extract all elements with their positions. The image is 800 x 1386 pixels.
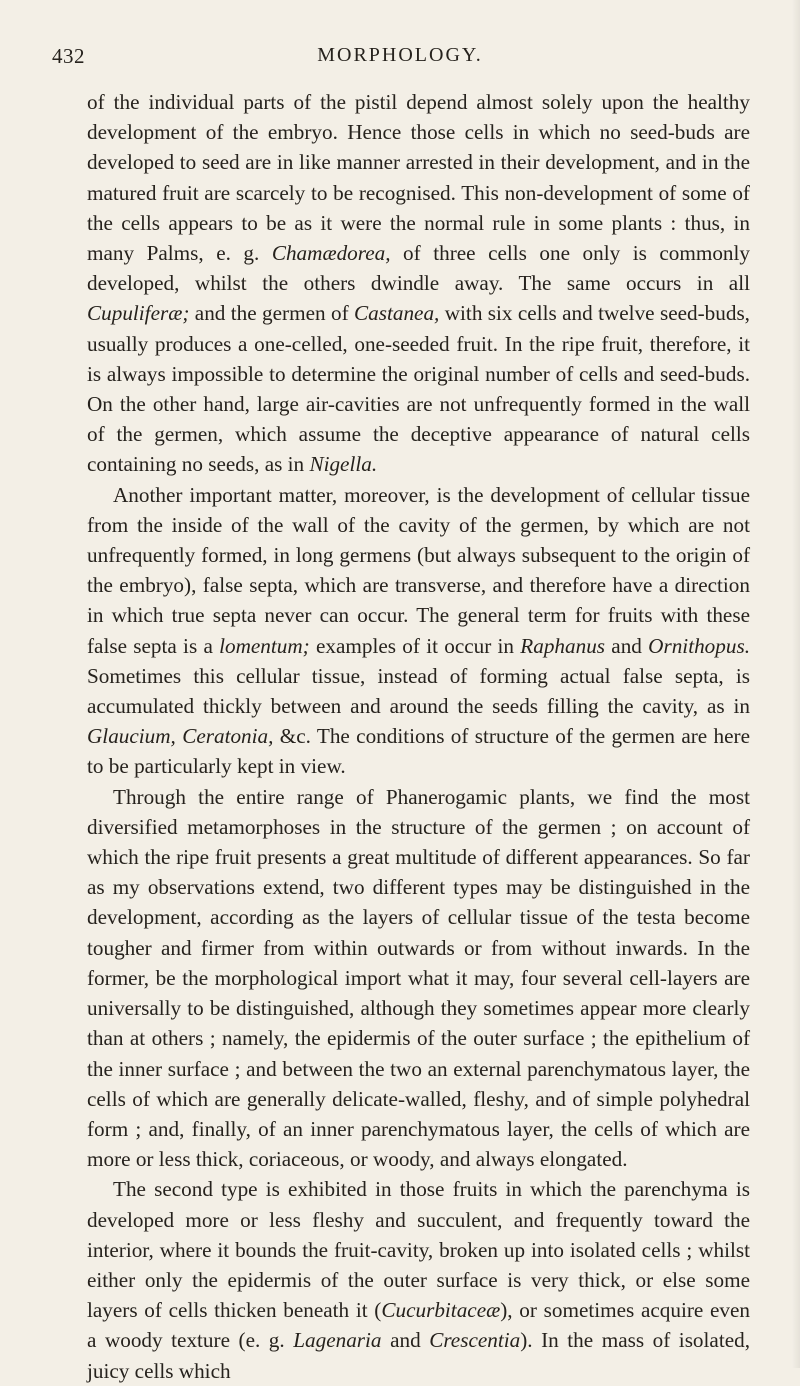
- text-run: of the individual parts of the pistil depend almost solely upon the healthy development of the embryo. Hence those cells in which no seed-buds are developed to seed are in like manner arrested in their development, and in the matured fruit are scarcely to be recognised. This non-development of some of the cells appears to be as it were the normal rule in some plants : thus, in many Palms, e. g.: [87, 90, 750, 266]
- italic-term: Ornithopus.: [648, 633, 751, 658]
- italic-term: Raphanus: [520, 633, 606, 658]
- text-run: and: [381, 1328, 430, 1353]
- text-run: ), or sometimes acquire even a woody texture (e. g.: [87, 1298, 751, 1353]
- text-run: examples of it occur in: [309, 633, 521, 658]
- italic-term: Glaucium, Ceratonia,: [87, 724, 274, 749]
- italic-term: Lagenaria: [293, 1328, 382, 1353]
- text-run: and the germen of: [189, 301, 355, 326]
- paragraph-3: [87, 782, 750, 1175]
- text-run: Through the entire range of Phanerogamic plants, we find the most diversified metamorphoses in the structure of the germen ; on account of which the ripe fruit presents a great multitude of different appearances. So far as my observations extend, two different types may be distinguished in the development, according as the layers of cellular tissue of the testa become tougher and firmer from within outwards or from without inwards. In the former, be the morphological import what it may, four several cell-layers are universally to be distinguished, although they sometimes appear more clearly than at others ; namely, the epidermis of the outer surface ; the epithelium of the inner surface ; and between the two an external parenchymatous layer, the cells of which are generally delicate-walled, fleshy, and of simple polyhedral form ; and, finally, of an inner parenchymatous layer, the cells of which are more or less thick, coriaceous, or woody, and always elongated.: [87, 784, 750, 1172]
- running-title: MORPHOLOGY.: [317, 44, 483, 66]
- text-run: Sometimes this cellular tissue, instead of forming actual false septa, is accumulated thickly between and around the seeds filling the cavity, as in: [87, 663, 750, 719]
- italic-term: Crescentia: [429, 1328, 521, 1353]
- text-run: of three cells one only is commonly developed, whilst the others dwindle away. The same occurs in all: [87, 241, 750, 296]
- italic-term: Nigella.: [309, 452, 378, 477]
- running-head: [52, 44, 748, 72]
- paragraph-4: [87, 1174, 750, 1385]
- text-run: with six cells and twelve seed-buds, usually produces a one-celled, one-seeded fruit. In the ripe fruit, therefore, it is always impossible to determine the original number of cells and seed-buds. On the other hand, large air-cavities are not unfrequently formed in the wall of the germen, which assume the deceptive appearance of natural cells containing no seeds, as in: [87, 301, 750, 477]
- body-text: [87, 87, 750, 1386]
- italic-term: Castanea,: [354, 301, 440, 326]
- text-run: &c. The conditions of structure of the germen are here to be particularly kept in view.: [87, 724, 750, 779]
- paragraph-2: [87, 480, 750, 782]
- paragraph-1: [87, 87, 750, 480]
- text-run: and: [605, 633, 649, 658]
- italic-term: lomentum;: [219, 633, 310, 658]
- text-run: ). In the mass of isolated, juicy cells which: [87, 1328, 751, 1383]
- text-run: Another important matter, moreover, is the development of cellular tissue from the inside of the wall of the cavity of the germen, by which are not unfrequently formed, in long germens (but always subsequent to the origin of the embryo), false septa, which are transverse, and therefore have a direction in which true septa never can occur. The general term for fruits with these false septa is a: [87, 482, 750, 658]
- page-edge-shadow: [792, 0, 800, 1368]
- italic-term: Cucurbitaceæ: [381, 1298, 501, 1323]
- page-number: 432: [52, 44, 85, 68]
- text-run: The second type is exhibited in those fruits in which the parenchyma is developed more or less fleshy and succulent, and frequently toward the interior, where it bounds the fruit-cavity, broken up into isolated cells ; whilst either only the epidermis of the outer surface is very thick, or else some layers of cells thicken beneath it (: [87, 1177, 750, 1323]
- italic-term: Chamædorea,: [271, 241, 391, 266]
- italic-term: Cupuliferæ;: [87, 301, 190, 326]
